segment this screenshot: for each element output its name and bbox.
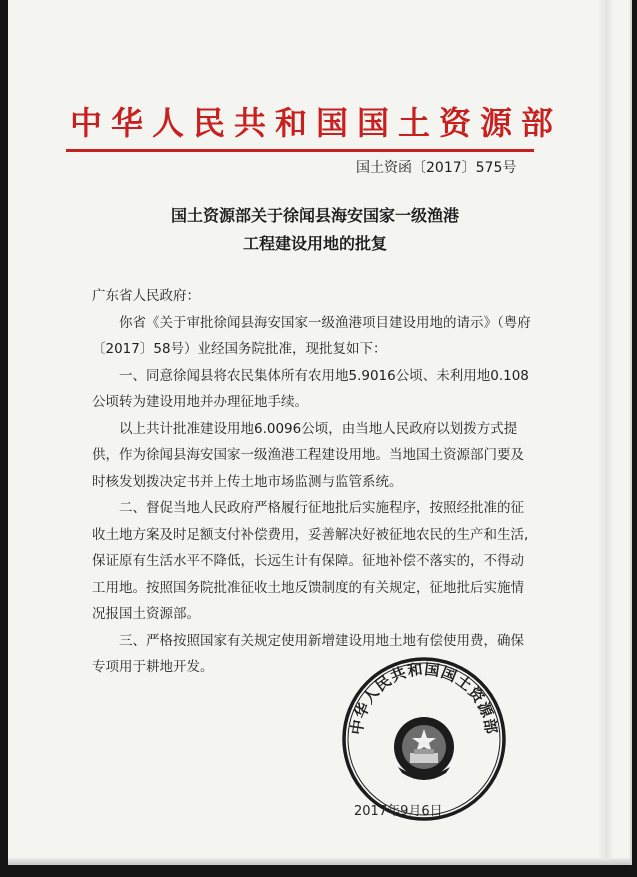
document-title (80, 202, 550, 258)
seal-ring-text: 中华人民共和国国土资源部 (347, 660, 501, 736)
national-emblem-icon (394, 717, 454, 780)
seal-date: 2017年9月6日 (354, 804, 443, 819)
document-title-line-1: 国土资源部关于徐闻县海安国家一级渔港 (170, 206, 459, 225)
header-red-rule (66, 149, 534, 152)
page-bottom-edge (8, 858, 630, 865)
document-title-line-2: 工程建设用地的批复 (242, 234, 387, 253)
issuing-organization-header: 中华人民共和国国土资源部 (70, 104, 563, 142)
document-body (92, 283, 532, 681)
page-fold-shadow (598, 0, 612, 865)
document-number: 国土资函〔2017〕575号 (356, 160, 517, 176)
body-paragraph: 二、督促当地人民政府严格履行征地批后实施程序，按照经批准的征收土地方案及时足额支付补偿费用，妥善解决好被征地农民的生产和生活,保证原有生活水平不降低，长远生计有保障。征地补偿不落实的，不得动工用地。按照国务院批准征收土地反馈制度的有关规定，征地批后实施情况报国土资源部。 (92, 500, 529, 622)
salutation: 广东省人民政府： (92, 288, 200, 304)
body-paragraph: 你省《关于审批徐闻县海安国家一级渔港项目建设用地的请示》（粤府〔2017〕58号）业经国务院批准，现批复如下： (92, 314, 531, 357)
body-paragraph: 一、同意徐闻县将农民集体所有农用地5.9016公顷、未利用地0.108公顷转为建设用地并办理征地手续。 (92, 367, 529, 410)
official-seal (340, 655, 508, 823)
body-paragraph: 以上共计批准建设用地6.0096公顷，由当地人民政府以划拨方式提供，作为徐闻县海安国家一级渔港工程建设用地。当地国土资源部门要及时核发划拨决定书并上传土地市场监测与监管系统。 (92, 420, 524, 490)
body-paragraph: 三、严格按照国家有关规定使用新增建设用地土地有偿使用费，确保专项用于耕地开发。 (92, 632, 524, 675)
